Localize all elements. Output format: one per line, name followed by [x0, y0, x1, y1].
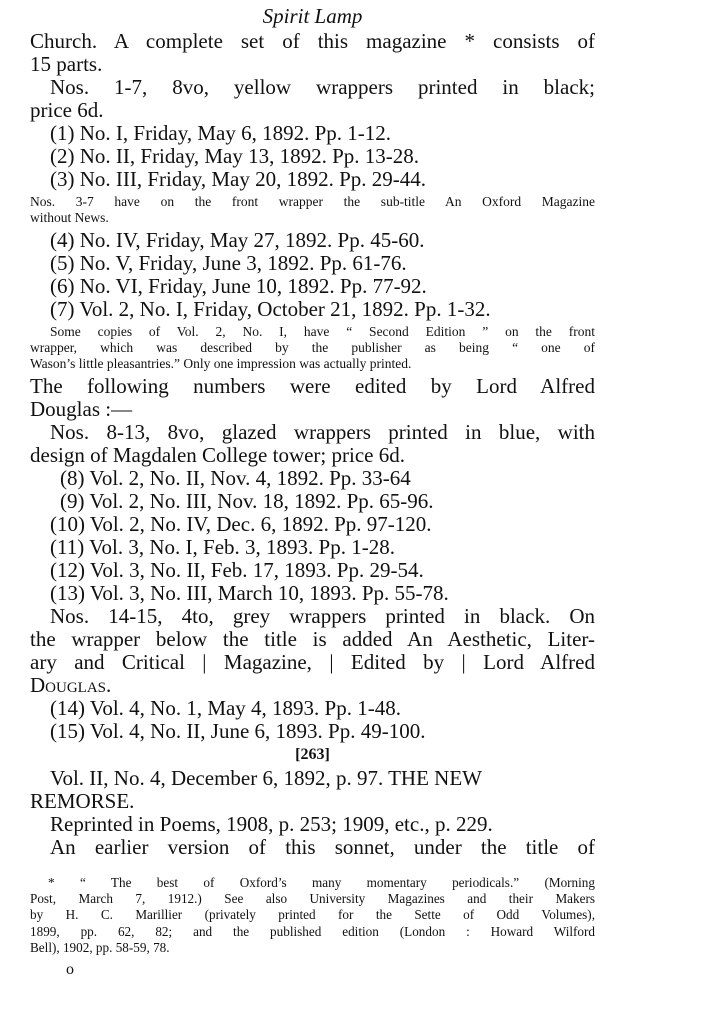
text-line: the wrapper below the title is added An Aesthetic, Liter- — [30, 627, 595, 651]
issue-entry: (4) No. IV, Friday, May 27, 1892. Pp. 45-60. — [50, 228, 425, 252]
text-line: Nos. 1-7, 8vo, yellow wrappers printed in black; — [50, 75, 595, 99]
issue-entry: (13) Vol. 3, No. III, March 10, 1893. Pp. 55-78. — [50, 581, 449, 605]
text-line: Nos. 14-15, 4to, grey wrappers printed in black. On — [50, 604, 595, 628]
note-line: without News. — [30, 210, 109, 225]
issue-entry: (6) No. VI, Friday, June 10, 1892. Pp. 77-92. — [50, 274, 427, 298]
text-line: Nos. 8-13, 8vo, glazed wrappers printed in blue, with — [50, 420, 595, 444]
issue-entry: (1) No. I, Friday, May 6, 1892. Pp. 1-12. — [50, 121, 392, 145]
footnote-line: by H. C. Marillier (privately printed for the Sette of Odd Volumes), — [30, 907, 595, 923]
text-line: REMORSE. — [30, 789, 135, 813]
issue-entry: (5) No. V, Friday, June 3, 1892. Pp. 61-76. — [50, 251, 407, 275]
issue-entry: (7) Vol. 2, No. I, Friday, October 21, 1892. Pp. 1-32. — [50, 297, 491, 321]
book-page — [30, 0, 595, 978]
footnote-line: * “ The best of Oxford’s many momentary periodicals.” (Morning — [48, 875, 595, 890]
text-line: An earlier version of this sonnet, under the title of — [50, 835, 595, 859]
issue-entry: (12) Vol. 3, No. II, Feb. 17, 1893. Pp. 29-54. — [50, 558, 424, 582]
text-line: Church. A complete set of this magazine * consists of — [30, 29, 595, 53]
text-line: The following numbers were edited by Lord Alfred — [30, 374, 595, 398]
issue-entry: (11) Vol. 3, No. I, Feb. 3, 1893. Pp. 1-28. — [50, 535, 395, 559]
note-line: Wason’s little pleasantries.” Only one impression was actually printed. — [30, 356, 412, 371]
text-line: ary and Critical | Magazine, | Edited by | Lord Alfred — [30, 650, 595, 674]
issue-entry: (9) Vol. 2, No. III, Nov. 18, 1892. Pp. 65-96. — [60, 489, 434, 513]
issue-entry: (8) Vol. 2, No. II, Nov. 4, 1892. Pp. 33-64 — [60, 466, 411, 490]
text-line: design of Magdalen College tower; price 6d. — [30, 443, 405, 467]
note-line: wrapper, which was described by the publisher as being “ one of — [30, 340, 595, 355]
note-line: Some copies of Vol. 2, No. I, have “ Second Edition ” on the front — [50, 324, 595, 339]
issue-entry: (15) Vol. 4, No. II, June 6, 1893. Pp. 49-100. — [50, 719, 426, 743]
footnote-line: 1899, pp. 62, 82; and the published edition (London : Howard Wilford — [30, 923, 595, 939]
issue-entry: (2) No. II, Friday, May 13, 1892. Pp. 13-28. — [50, 144, 420, 168]
text-line: 15 parts. — [30, 52, 103, 76]
text-line: Vol. II, No. 4, December 6, 1892, p. 97. THE NEW — [50, 766, 482, 790]
signature-mark: o — [66, 961, 74, 979]
text-line: Douglas :— — [30, 397, 133, 421]
issue-entry: (10) Vol. 2, No. IV, Dec. 6, 1892. Pp. 97-120. — [50, 512, 432, 536]
text-line: Reprinted in Poems, 1908, p. 253; 1909, etc., p. 229. — [50, 812, 493, 836]
text-line: Douglas. — [30, 673, 112, 697]
running-header: Spirit Lamp — [262, 4, 363, 28]
text-line: price 6d. — [30, 98, 104, 122]
page-number: [263] — [295, 746, 330, 763]
note-line: Nos. 3-7 have on the front wrapper the sub-title An Oxford Magazine — [30, 194, 595, 209]
footnote-line: Post, March 7, 1912.) See also University Magazines and their Makers — [30, 891, 595, 907]
issue-entry: (3) No. III, Friday, May 20, 1892. Pp. 29-44. — [50, 167, 427, 191]
issue-entry: (14) Vol. 4, No. 1, May 4, 1893. Pp. 1-48. — [50, 696, 401, 720]
footnote-line: Bell), 1902, pp. 58-59, 78. — [30, 939, 170, 955]
